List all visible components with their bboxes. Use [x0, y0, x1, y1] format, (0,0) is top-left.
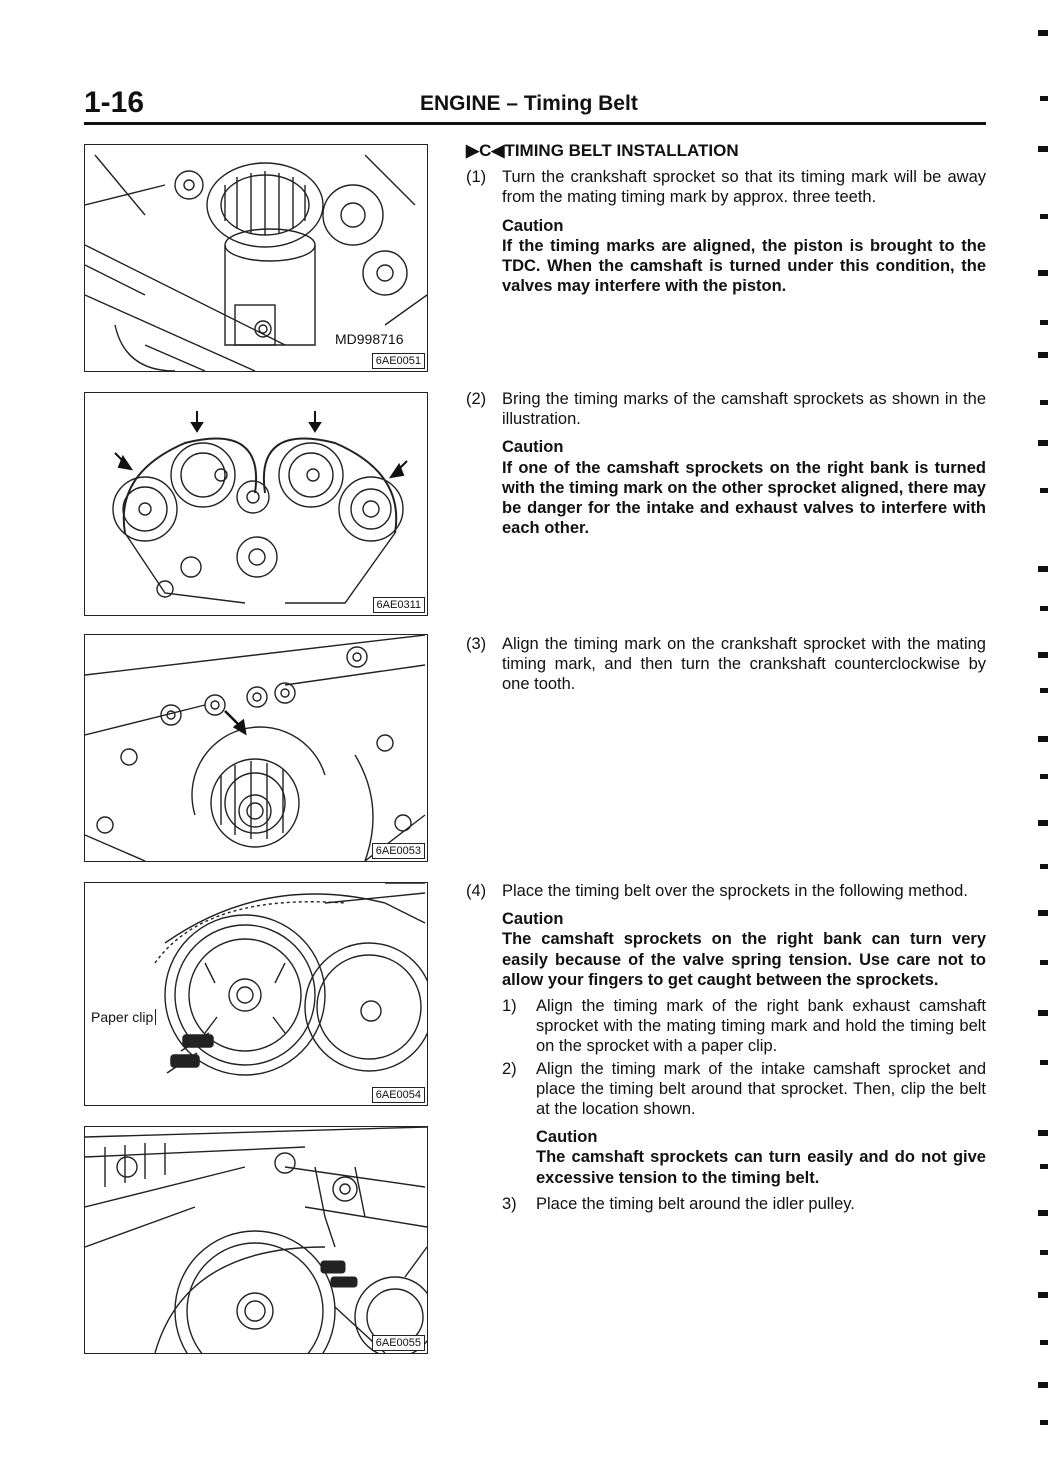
step-number: (3) — [466, 635, 487, 653]
step-number: (4) — [466, 882, 487, 900]
caution-title: Caution — [502, 910, 564, 929]
step-3-block — [466, 634, 986, 695]
sub-step-text: Align the timing mark of the right bank exhaust camshaft sprocket with the mating timing mark and hold the timing belt on the sprocket with a paper clip. — [536, 997, 986, 1056]
section-timing-belt-installation — [466, 141, 986, 296]
paper-clip-illustration — [85, 883, 427, 1105]
figure-code: 6AE0053 — [372, 843, 425, 859]
step-number: (1) — [466, 168, 487, 187]
figure-crankshaft-sprocket — [84, 634, 428, 862]
section-title: TIMING BELT INSTALLATION — [504, 141, 739, 160]
sub-step-number: 2) — [502, 1059, 517, 1078]
section-marker: ▶C◀ — [466, 141, 505, 160]
figure-code: 6AE0055 — [372, 1335, 425, 1351]
step-4 — [466, 881, 986, 1214]
sub-step-text: Align the timing mark of the intake camshaft sprocket and place the timing belt around that sprocket. Then, clip the belt at the location shown. — [536, 1059, 986, 1119]
caution-title: Caution — [536, 1128, 598, 1147]
binding-edge-marks — [1034, 0, 1052, 1458]
figure-code: 6AE0311 — [373, 597, 425, 613]
sub-step-1 — [502, 996, 986, 1057]
figure-belt-idler — [84, 1126, 428, 1354]
step-4-block — [466, 881, 986, 1214]
figure-code: 6AE0051 — [372, 353, 425, 369]
figure-crankshaft-tool — [84, 144, 428, 372]
step-text: Place the timing belt over the sprockets in the following method. — [502, 882, 968, 900]
step-2-block — [466, 389, 986, 538]
sub-step-2 — [502, 1059, 986, 1188]
step-number: (2) — [466, 390, 487, 408]
figure-code: 6AE0054 — [372, 1087, 425, 1103]
caution-text: The camshaft sprockets on the right bank can turn very easily because of the valve spring tension. Use care not to allow your fingers to get caught between the sprockets. — [502, 930, 986, 989]
camshaft-sprockets-illustration — [85, 393, 427, 615]
page-number: 1-16 — [84, 86, 145, 119]
caution-text: The camshaft sprockets can turn easily and do not give excessive tension to the timing belt. — [536, 1148, 986, 1187]
figure-paper-clip — [84, 882, 428, 1106]
belt-idler-illustration — [85, 1127, 427, 1353]
sub-step-number: 1) — [502, 997, 517, 1016]
step-text: Bring the timing marks of the camshaft sprockets as shown in the illustration. — [502, 390, 986, 429]
sub-step-text: Place the timing belt around the idler pulley. — [536, 1194, 855, 1213]
sub-step-3 — [502, 1194, 986, 1214]
paper-clip-label: Paper clip — [89, 1009, 156, 1025]
crankshaft-sprocket-illustration — [85, 635, 427, 861]
step-3 — [466, 634, 986, 695]
caution-text: If one of the camshaft sprockets on the right bank is turned with the timing mark on the other sprocket aligned, there may be danger for the intake and exhaust valves to interfere with each other. — [502, 458, 986, 538]
header-divider — [84, 122, 986, 125]
sub-step-number: 3) — [502, 1194, 517, 1213]
figure-camshaft-timing-marks — [84, 392, 428, 616]
step-text: Turn the crankshaft sprocket so that its timing mark will be away from the mating timing mark by approx. three teeth. — [502, 168, 986, 207]
page-title: ENGINE – Timing Belt — [420, 92, 638, 115]
section-heading — [466, 141, 986, 161]
step-text: Align the timing mark on the crankshaft sprocket with the mating timing mark, and then turn the crankshaft counterclockwise by one tooth. — [502, 635, 986, 694]
step-2 — [466, 389, 986, 538]
caution-title: Caution — [502, 216, 564, 235]
step-1 — [466, 167, 986, 296]
caution-title: Caution — [502, 438, 564, 457]
tool-number-label: MD998716 — [335, 331, 404, 347]
caution-text: If the timing marks are aligned, the piston is brought to the TDC. When the camshaft is turned under this condition, the valves may interfere with the piston. — [502, 236, 986, 296]
